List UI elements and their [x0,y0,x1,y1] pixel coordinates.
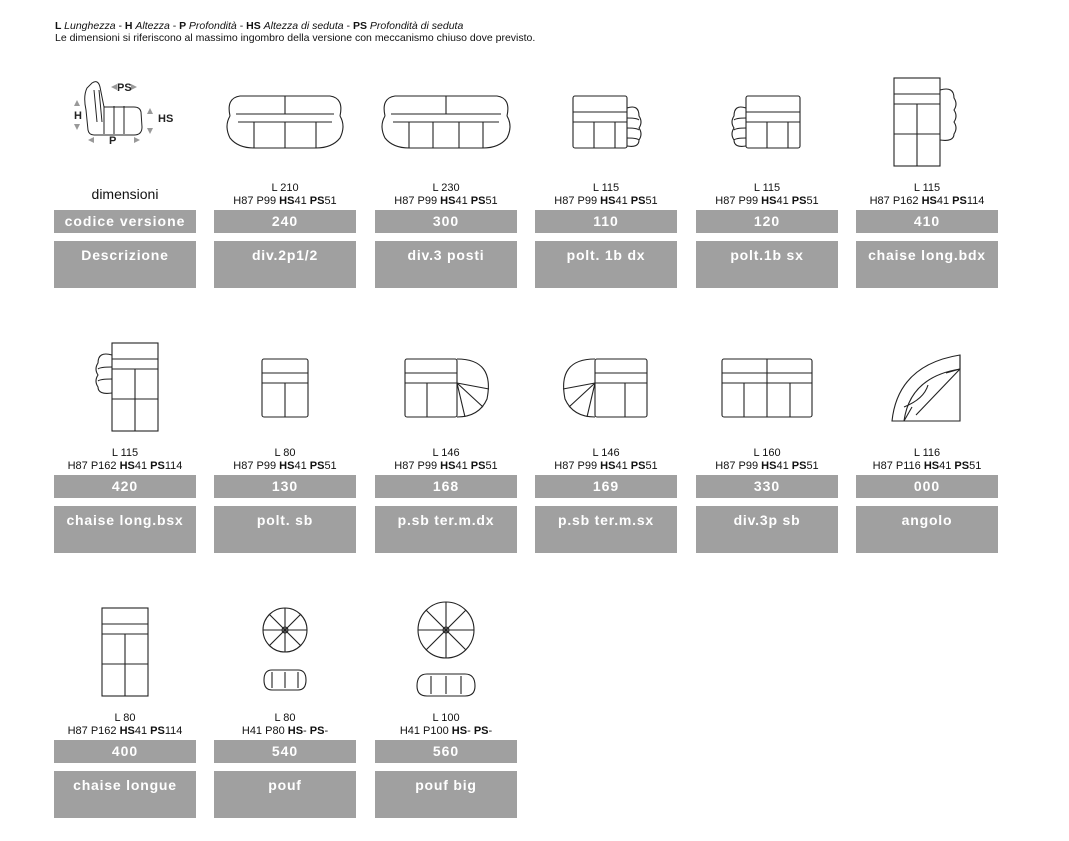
product-item [535,70,677,290]
pouf-big-icon [375,600,517,710]
dimensions-row: H87 P99 HS41 PS51 [554,195,658,207]
dimensions-row: H87 P99 HS41 PS51 [715,460,819,472]
dimensions-row: H87 P162 HS41 PS114 [869,195,985,207]
product-description: pouf [214,771,356,818]
hs-label: HS [158,113,174,125]
product-drawing [856,335,998,445]
product-item [696,70,838,290]
dimensions-row: H87 P99 HS41 PS51 [554,460,658,472]
code-label: codice versione [54,210,196,233]
length-value: L 146 [432,447,460,459]
product-description: angolo [856,506,998,553]
header-cell [54,70,196,290]
product-item [375,600,517,820]
version-code: 240 [214,210,356,233]
product-drawing [375,600,517,710]
product-drawing [375,70,517,180]
version-code: 000 [856,475,998,498]
legend-line-1: L Lunghezza - H Altezza - P Profondità - HS Altezza di seduta - PS Profondità di seduta [55,20,464,32]
product-item [54,335,196,555]
version-code: 560 [375,740,517,763]
product-description: chaise longue [54,771,196,818]
length-value: L 80 [274,712,296,724]
dimensions-row: H41 P100 HS- PS- [399,725,493,737]
armless-round-end-left-icon [535,335,677,445]
product-item [696,335,838,555]
dimensions-row: H87 P99 HS41 PS51 [394,195,498,207]
product-item [375,335,517,555]
length-value: L 80 [114,712,136,724]
product-description: chaise long.bdx [856,241,998,288]
dimensions-row: H87 P99 HS41 PS51 [233,460,337,472]
length-value: L 80 [274,447,296,459]
length-value: L 146 [592,447,620,459]
product-drawing [696,335,838,445]
product-item [856,70,998,290]
product-drawing [535,335,677,445]
dimensions-row: H87 P162 HS41 PS114 [67,460,183,472]
product-drawing [856,70,998,180]
chaise-longue-right-icon [856,70,998,180]
product-drawing [214,335,356,445]
product-description: pouf big [375,771,517,818]
length-value: L 210 [271,182,299,194]
product-description: div.2p1/2 [214,241,356,288]
dimensions-diagram [54,70,196,180]
dimensions-row: H41 P80 HS- PS- [241,725,329,737]
version-code: 169 [535,475,677,498]
armchair-left-arm-icon [696,70,838,180]
product-drawing [696,70,838,180]
version-code: 420 [54,475,196,498]
length-value: L 230 [432,182,460,194]
h-label: H [74,110,82,122]
product-item [214,335,356,555]
ps-label: PS [117,82,132,94]
length-value: L 100 [432,712,460,724]
dimensions-row: H87 P99 HS41 PS51 [233,195,337,207]
product-description: chaise long.bsx [54,506,196,553]
product-drawing [214,600,356,710]
product-item [214,600,356,820]
dimensions-title: dimensioni [91,186,159,202]
version-code: 400 [54,740,196,763]
chaise-longue-armless-icon [54,600,196,710]
version-code: 168 [375,475,517,498]
product-description: p.sb ter.m.dx [375,506,517,553]
product-description: div.3p sb [696,506,838,553]
corner-icon [856,335,998,445]
version-code: 410 [856,210,998,233]
dimensions-row: H87 P116 HS41 PS51 [872,460,982,472]
product-item [535,335,677,555]
length-value: L 115 [592,182,620,194]
side-profile-icon [54,70,196,180]
version-code: 120 [696,210,838,233]
product-drawing [54,600,196,710]
product-drawing [214,70,356,180]
product-item [54,600,196,820]
length-value: L 115 [753,182,781,194]
armless-round-end-right-icon [375,335,517,445]
chaise-longue-left-icon [54,335,196,445]
length-value: L 116 [913,447,941,459]
product-description: polt. 1b dx [535,241,677,288]
version-code: 110 [535,210,677,233]
dimensions-row: H87 P162 HS41 PS114 [67,725,183,737]
length-value: L 160 [753,447,781,459]
armless-3-seats-icon [696,335,838,445]
product-description: polt.1b sx [696,241,838,288]
armless-chair-icon [214,335,356,445]
product-drawing [54,335,196,445]
description-label: Descrizione [54,241,196,288]
product-description: div.3 posti [375,241,517,288]
legend-line-2: Le dimensioni si riferiscono al massimo ingombro della versione con meccanismo chiuso dove previsto. [55,32,536,44]
pouf-icon [214,600,356,710]
product-item [214,70,356,290]
product-drawing [535,70,677,180]
version-code: 130 [214,475,356,498]
version-code: 330 [696,475,838,498]
legend [55,20,535,44]
product-item [375,70,517,290]
product-description: p.sb ter.m.sx [535,506,677,553]
length-value: L 115 [111,447,139,459]
product-description: polt. sb [214,506,356,553]
version-code: 300 [375,210,517,233]
product-item [856,335,998,555]
length-value: L 115 [913,182,941,194]
version-code: 540 [214,740,356,763]
dimensions-row: H87 P99 HS41 PS51 [394,460,498,472]
armchair-right-arm-icon [535,70,677,180]
sofa-2-5-seats-icon [214,70,356,180]
p-label: P [109,135,117,147]
product-drawing [375,335,517,445]
sofa-3-seats-icon [375,70,517,180]
dimensions-row: H87 P99 HS41 PS51 [715,195,819,207]
